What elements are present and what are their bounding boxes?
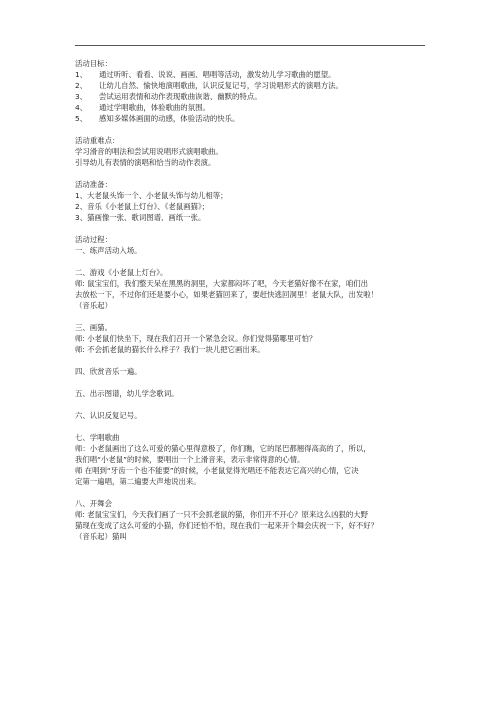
goals-heading: 活动目标： [75, 59, 112, 68]
step-title: 一、练声活动入场。 [75, 246, 142, 255]
goal-text: 通过学唱歌曲，体验歌曲的氛围。 [99, 103, 210, 112]
step-line: （音乐起）猫叫 [75, 532, 127, 541]
step-title: 六、认识反复记号。 [75, 411, 142, 420]
step-line: 师: 不会抓老鼠的猫长什么样子？我们一块儿把它画出来。 [75, 345, 265, 354]
goal-text: 通过听听、看看、说说、画画、唱唱等活动，激发幼儿学习歌曲的愿望。 [99, 70, 336, 79]
step-title: 三、画猫。 [75, 323, 112, 332]
goal-item [75, 80, 427, 91]
preparation-heading: 活动准备： [75, 180, 112, 189]
step-title: 二、游戏《小老鼠上灯台》。 [75, 268, 168, 277]
step-line: 猫现在变成了这么可爱的小猫，你们还怕不怕，现在我们一起来开个舞会庆祝一下，好不好？ [75, 521, 379, 530]
goal-number: 5、 [75, 114, 88, 123]
preparation-line: 3、猫画像一张、歌词图谱、画纸一张。 [75, 213, 206, 222]
step-title: 五、出示图谱，幼儿学念歌词。 [75, 389, 179, 398]
spacer [75, 399, 427, 410]
step-line: 师 在唱到“牙齿一个也不能要”的时候，小老鼠觉得光唱还不能表达它高兴的心情，它决 [75, 466, 359, 475]
step-title: 七、学唱歌曲 [75, 433, 120, 442]
step-line: （音乐起） [75, 301, 112, 310]
process-heading: 活动过程： [75, 235, 112, 244]
preparation-line: 2、音乐《小老鼠上灯台》、《老鼠画猫》； [75, 202, 210, 211]
step-line: 去放松一下，不过你们还是要小心，如果老猫回来了，要赶快逃回洞里！老鼠大队，出发啦！ [75, 290, 379, 299]
goal-number: 4、 [75, 103, 88, 112]
key-points-heading: 活动重难点： [75, 136, 120, 145]
step-line: 我们唱“小老鼠”的时候，要唱出一个上滑音来，表示非常得意的心情。 [75, 455, 305, 464]
step-line: 师：小老鼠画出了这么可爱的猫心里得意极了，你们瞧，它的尾巴都翘得高高的了，所以， [75, 444, 371, 453]
spacer [75, 168, 427, 179]
step-line: 师: 小老鼠们快坐下，现在我们召开一个紧急会议。你们觉得猫哪里可怕？ [75, 334, 317, 343]
goal-item [75, 91, 427, 102]
step-line: 师: 鼠宝宝们，我们整天呆在黑黑的洞里，大家都闷坏了吧，今天老猫好像不在家，咱们出 [75, 279, 369, 288]
goal-number: 3、 [75, 92, 88, 101]
key-point-line: 学习滑音的唱法和尝试用说唱形式演唱歌曲。 [75, 147, 223, 156]
goal-item [75, 113, 427, 124]
preparation-line: 1、大老鼠头饰一个、小老鼠头饰与幼儿相等； [75, 191, 228, 200]
step-line: 定第一遍唱，第二遍要大声地说出来。 [75, 477, 201, 486]
step-title: 八、开舞会 [75, 499, 112, 508]
step-line: 师: 老鼠宝宝们，今天我们画了一只不会抓老鼠的猫，你们开不开心？原来这么凶狠的大野 [75, 510, 369, 519]
step-title: 四、欣赏音乐一遍。 [75, 367, 142, 376]
goal-number: 2、 [75, 81, 88, 90]
spacer [75, 124, 427, 135]
document-body [75, 58, 427, 542]
goal-text: 感知多媒体画面的动感，体验活动的快乐。 [99, 114, 240, 123]
goal-number: 1、 [75, 70, 88, 79]
goal-item [75, 102, 427, 113]
spacer [75, 355, 427, 366]
goal-text: 尝试运用表情和动作表现歌曲诙谐、幽默的特点。 [99, 92, 262, 101]
goal-item [75, 69, 427, 80]
spacer [75, 377, 427, 388]
spacer [75, 256, 427, 267]
spacer [75, 311, 427, 322]
header-rule [75, 45, 425, 46]
spacer [75, 223, 427, 234]
spacer [75, 421, 427, 432]
goal-text: 让幼儿自然、愉快地演唱歌曲，认识反复记号，学习说唱形式的演唱方法。 [99, 81, 343, 90]
key-point-line: 引导幼儿有表情的演唱和恰当的动作表演。 [75, 158, 216, 167]
spacer [75, 487, 427, 498]
